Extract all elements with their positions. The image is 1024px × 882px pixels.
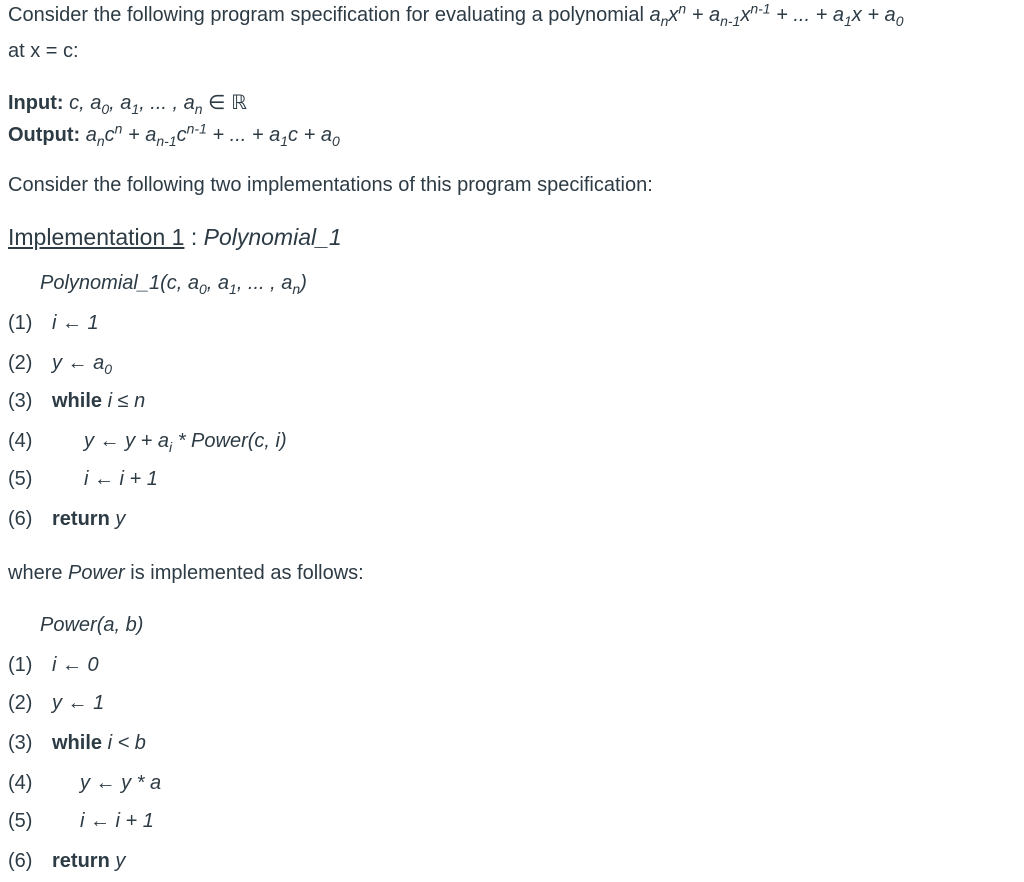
power-line-5: (5) i ← i + 1: [8, 810, 154, 832]
intro-line-1: Consider the following program specification for evaluating a polynomial $a_nx^n + a_{n-1}x^{n-1}$ + ... + $a_1x + a_0$: [8, 0, 904, 29]
impl1-heading: Implementation 1 : Polynomial_1: [8, 224, 342, 250]
where-power-text: where Power is implemented as follows:: [8, 562, 364, 584]
power-line-6: (6) return y: [8, 850, 126, 872]
spec-output: Output: $a_nc^n + a_{n-1}c^{n-1}$ + ... + $a_1c + a_0$: [8, 120, 340, 149]
impl1-line-1: (1) i ← 1: [8, 312, 99, 334]
intro-line-2: at x = c:: [8, 40, 79, 62]
impl1-line-2: (2) y ← $a_0$: [8, 352, 113, 377]
impl1-signature: Polynomial_1(c, $a_0$, $a_1$, ... , $a_n$): [40, 272, 307, 297]
power-line-2: (2) y ← 1: [8, 692, 105, 714]
spec-input: Input: c, $a_0$, $a_1$, ... , $a_n$ ∈ ℝ: [8, 92, 247, 117]
impl1-line-4: (4) y ← $y + a_i$ * Power(c, i): [8, 430, 287, 455]
intro-polynomial: $a_nx^n + a_{n-1}x^{n-1}$ + ... + $a_1x + a_0$: [649, 0, 904, 29]
impl1-line-6: (6) return y: [8, 508, 126, 530]
impl1-line-3: (3) while i ≤ n: [8, 390, 146, 412]
power-line-1: (1) i ← 0: [8, 654, 99, 676]
power-signature: Power(a, b): [40, 614, 144, 636]
impl1-line-5: (5) i ← i + 1: [8, 468, 158, 490]
consider-two-text: Consider the following two implementations of this program specification:: [8, 174, 653, 196]
power-line-3: (3) while i < b: [8, 732, 146, 754]
power-line-4: (4) y ← y * a: [8, 772, 162, 794]
